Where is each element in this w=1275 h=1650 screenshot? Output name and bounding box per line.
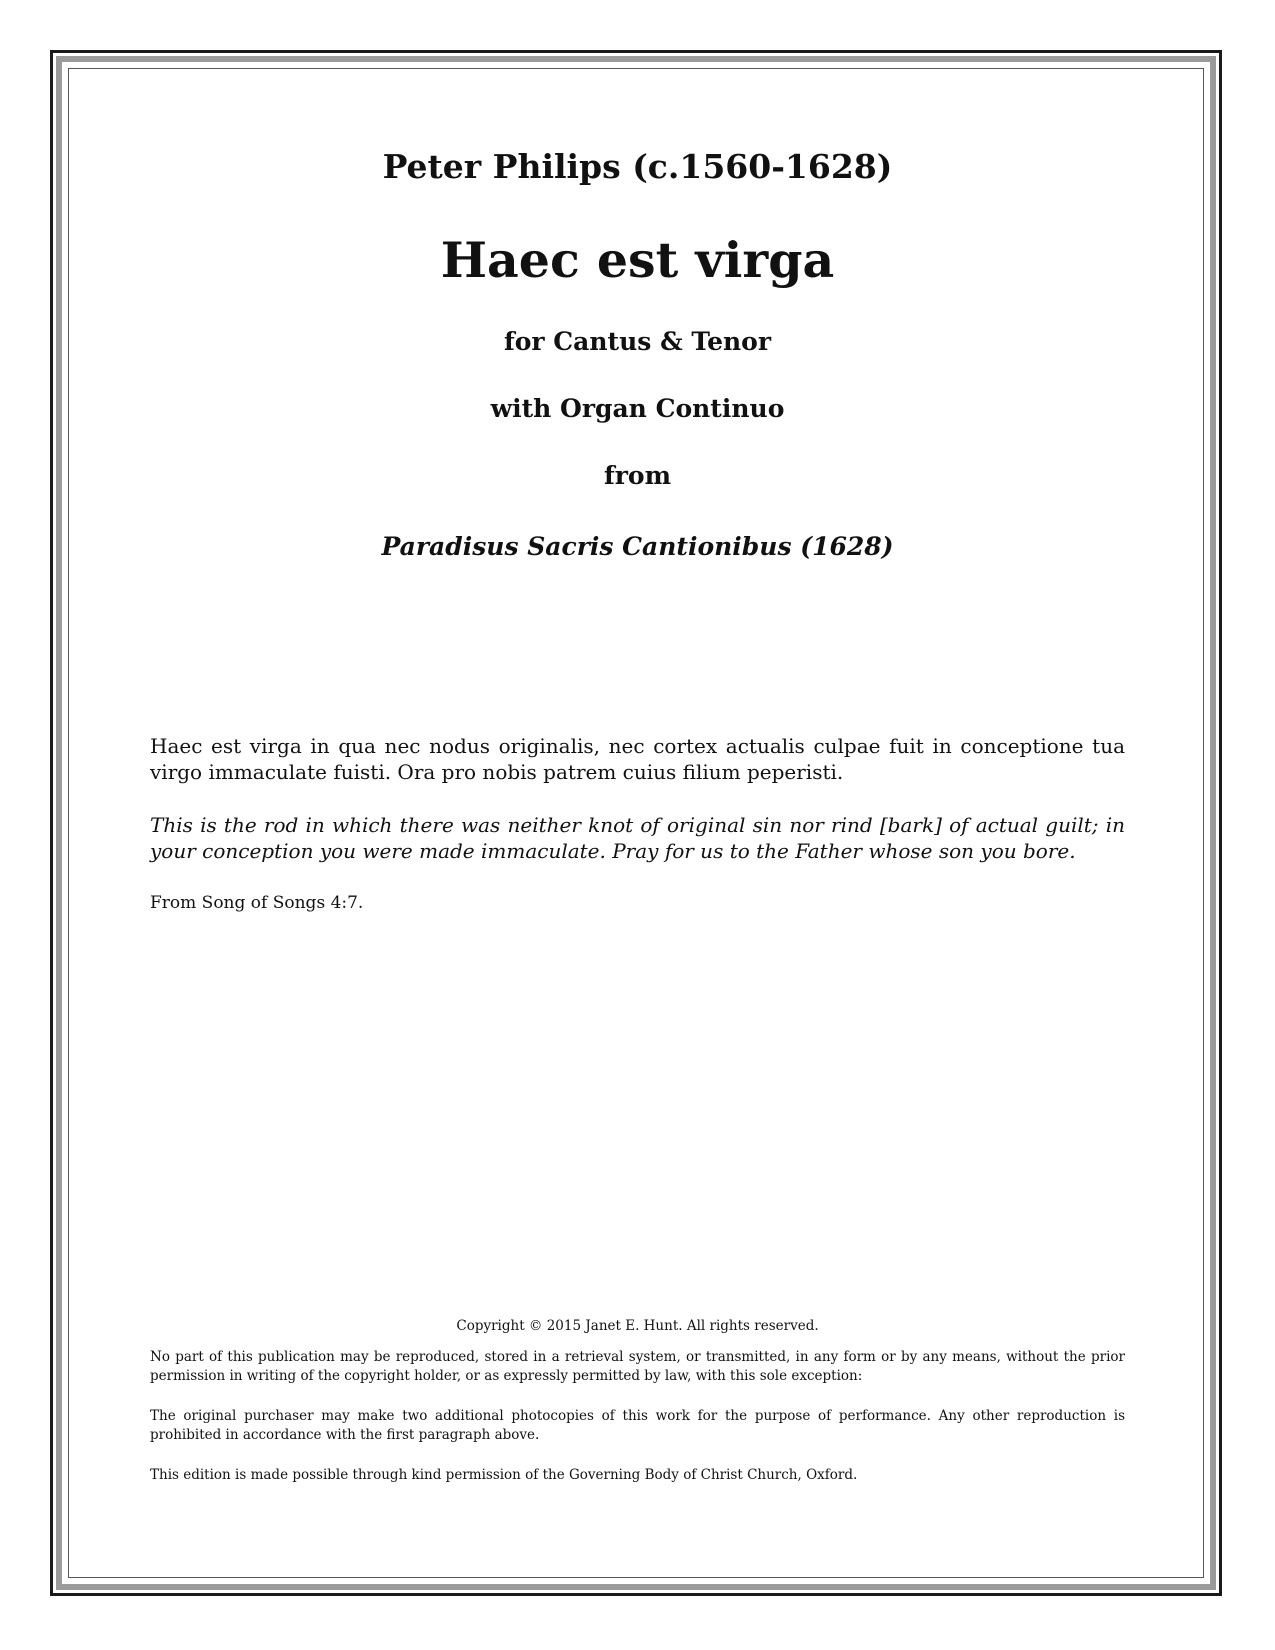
composer-name: Peter Philips (c.1560-1628) [382, 147, 893, 186]
voicing-line: for Cantus & Tenor [503, 327, 772, 356]
scripture-source: From Song of Songs 4:7. [150, 893, 364, 913]
piece-title: Haec est virga [440, 231, 835, 289]
reproduction-notice: No part of this publication may be reproduced, stored in a retrieval system, or transmitted, in any form or by any means, without the prior permission in writing of the copyright holder, or as expressly permitted by law, with this sole exception: [150, 1349, 1125, 1384]
permission-note: This edition is made possible through kind permission of the Governing Body of Christ Church, Oxford. [150, 1467, 858, 1483]
english-translation: This is the rod in which there was neither knot of original sin nor rind [bark] of actual guilt; in your conception you were made immaculate. Pray for us to the Father whose son you bore. [150, 813, 1125, 863]
photocopy-exception: The original purchaser may make two additional photocopies of this work for the purpose of performance. Any other reproduction is prohibited in accordance with the first paragraph above. [150, 1408, 1125, 1443]
latin-text: Haec est virga in qua nec nodus originalis, nec cortex actualis culpae fuit in conceptione tua virgo immaculate fuisti. Ora pro nobis patrem cuius filium peperisti. [150, 734, 1125, 784]
copyright-line: Copyright © 2015 Janet E. Hunt. All rights reserved. [456, 1318, 819, 1334]
continuo-line: with Organ Continuo [490, 394, 785, 423]
source-collection: Paradisus Sacris Cantionibus (1628) [381, 532, 894, 561]
from-line: from [603, 461, 672, 490]
